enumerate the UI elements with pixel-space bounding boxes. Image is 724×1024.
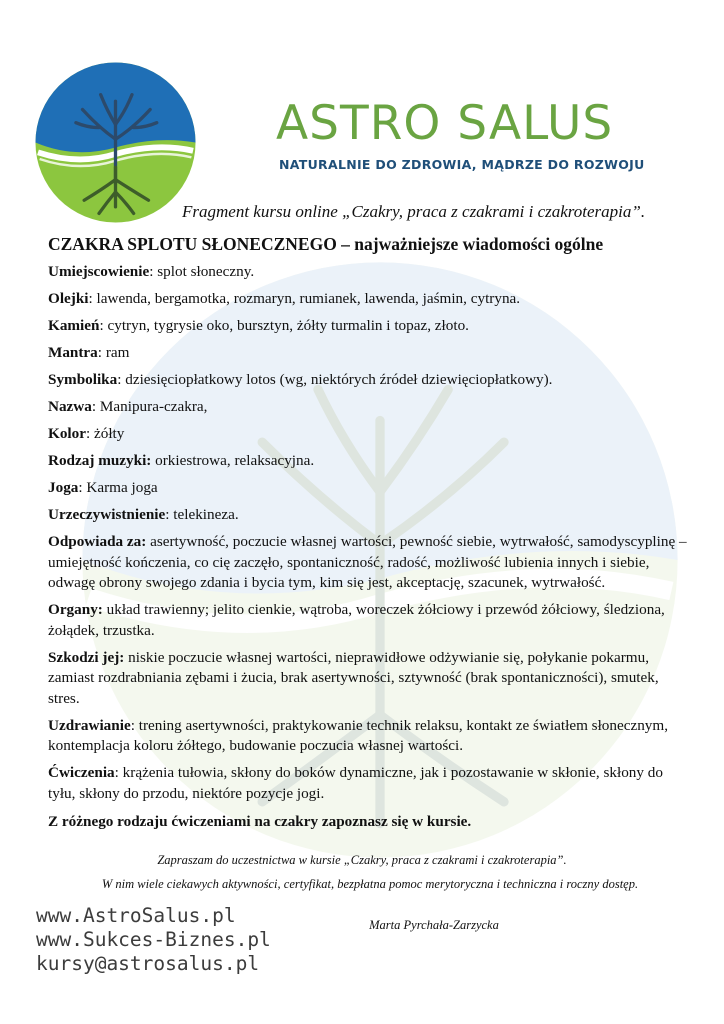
fact-label: Kolor	[48, 425, 86, 442]
fact-row	[48, 648, 688, 710]
page-title: CZAKRA SPLOTU SŁONECZNEGO – najważniejsze wiadomości ogólne	[48, 234, 604, 254]
fact-text: układ trawienny; jelito cienkie, wątroba, woreczek żółciowy i przewód żółciowy, śledziona, żołądek, trzustka.	[48, 601, 665, 639]
website-link-sukces-biznes[interactable]: www.Sukces-Biznes.pl	[36, 928, 271, 951]
fact-label: Olejki	[48, 290, 89, 307]
fact-sep: :	[165, 506, 174, 523]
fact-label: Organy:	[48, 601, 103, 618]
fact-label: Symbolika	[48, 371, 118, 388]
fact-row	[48, 451, 688, 472]
fact-sep: :	[149, 263, 158, 280]
fact-text: lawenda, bergamotka, rozmaryn, rumianek, lawenda, jaśmin, cytryna.	[96, 290, 521, 307]
fact-sep: :	[85, 425, 94, 442]
fact-label: Ćwiczenia	[48, 764, 115, 781]
fact-text: trening asertywności, praktykowanie technik relaksu, kontakt ze światłem słonecznym, kontemplacja koloru żółtego, budowanie poczucia własnej wartości.	[48, 716, 669, 754]
fact-row	[48, 370, 688, 391]
fact-row	[48, 424, 688, 445]
closing-note: Z różnego rodzaju ćwiczeniami na czakry zapoznasz się w kursie.	[48, 813, 472, 830]
email-link[interactable]: kursy@astrosalus.pl	[36, 952, 260, 975]
fact-text: splot słoneczny.	[157, 263, 255, 280]
fact-label: Szkodzi jej:	[48, 648, 125, 666]
fact-row	[48, 763, 688, 804]
fact-sep: :	[114, 764, 123, 781]
course-subtitle: Fragment kursu online „Czakry, praca z czakrami i czakroterapia”.	[182, 202, 646, 221]
fact-text: asertywność, poczucie własnej wartości, pewność siebie, wytrwałość, samodyscyplinę – umiejętność kończenia, co cię zaczęło, spontaniczność, radość, możliwość lubienia innych i siebie, odwagę obrony swojego zdania i bycia tym, kim się jest, akceptację, szacunek, wytrwałość.	[48, 533, 687, 591]
fact-label: Umiejscowienie	[48, 263, 150, 280]
astro-salus-logo	[33, 60, 198, 225]
fact-row	[48, 600, 688, 641]
fact-text: krążenia tułowia, skłony do boków dynamiczne, jak i pozostawanie w skłonie, skłony do tyłu, skłony do przodu, niektóre pozycje jogi.	[48, 764, 663, 802]
fact-text: niskie poczucie własnej wartości, nieprawidłowe odżywianie się, połykanie pokarmu, zamiast rozdrabniania zębami i żucia, brak asertywności, sztywność (brak spontaniczności), smutek, stres.	[48, 648, 659, 707]
fact-label: Odpowiada za:	[48, 533, 147, 550]
brand-tagline: NATURALNIE DO ZDROWIA, MĄDRZE DO ROZWOJU	[279, 157, 645, 172]
footer-author: Marta Pyrchała-Zarzycka	[369, 918, 499, 932]
fact-row	[48, 532, 688, 594]
fact-label: Rodzaj muzyki:	[48, 452, 152, 469]
fact-label: Uzdrawianie	[48, 716, 131, 734]
fact-label: Urzeczywistnienie	[48, 506, 166, 523]
fact-sep: :	[78, 479, 87, 496]
fact-label: Kamień	[48, 317, 100, 334]
fact-row	[48, 478, 688, 499]
fact-row	[48, 316, 688, 337]
fact-text: telekineza.	[173, 506, 239, 523]
fact-sep: :	[91, 398, 100, 415]
fact-sep: :	[97, 344, 106, 361]
fact-text: cytryn, tygrysie oko, bursztyn, żółty turmalin i topaz, złoto.	[107, 317, 469, 334]
website-link-astrosalus[interactable]: www.AstroSalus.pl	[36, 904, 236, 927]
fact-label: Nazwa	[48, 398, 92, 415]
fact-text: Manipura-czakra,	[99, 398, 208, 415]
fact-sep: :	[130, 716, 139, 734]
fact-row	[48, 716, 688, 757]
fact-row	[48, 262, 688, 283]
fact-text: żółty	[94, 425, 125, 442]
fact-sep: :	[99, 317, 108, 334]
fact-text: Karma joga	[86, 479, 158, 496]
fact-sep: :	[88, 290, 97, 307]
fact-text: ram	[105, 344, 130, 361]
contact-block	[36, 904, 271, 976]
fact-row	[48, 343, 688, 364]
chakra-facts	[48, 262, 688, 833]
footer-invite: Zapraszam do uczestnictwa w kursie „Czakry, praca z czakrami i czakroterapia”.	[157, 853, 567, 867]
brand-name: ASTRO SALUS	[276, 96, 614, 151]
footer-features: W nim wiele ciekawych aktywności, certyfikat, bezpłatna pomoc merytoryczna i techniczna i roczny dostęp.	[101, 877, 639, 891]
fact-sep: :	[117, 371, 126, 388]
fact-row	[48, 505, 688, 526]
fact-text: dziesięciopłatkowy lotos (wg, niektórych źródeł dziewięciopłatkowy).	[125, 371, 553, 388]
fact-row	[48, 289, 688, 310]
fact-row	[48, 397, 688, 418]
fact-text: orkiestrowa, relaksacyjna.	[155, 452, 315, 469]
fact-label: Mantra	[48, 344, 98, 361]
fact-label: Joga	[48, 479, 79, 496]
